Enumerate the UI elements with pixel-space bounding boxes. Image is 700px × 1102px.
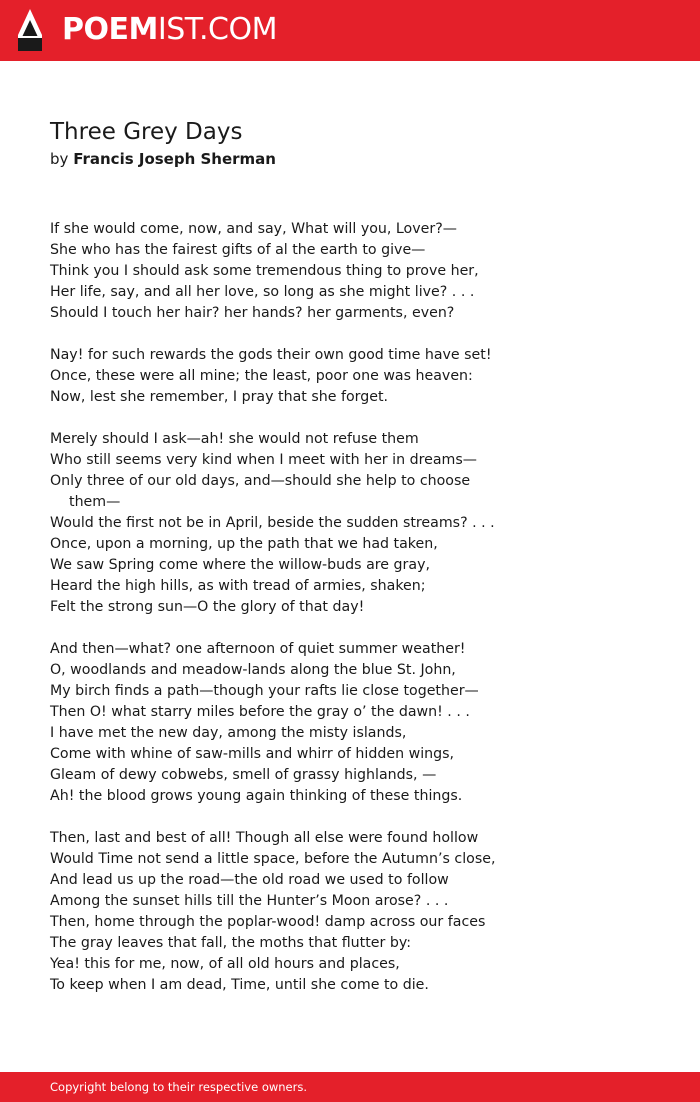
stanza-break [50,324,670,345]
poem-line: Once, upon a morning, up the path that we had taken, [50,536,438,552]
poem-line: To keep when I am dead, Time, until she come to die. [50,977,429,993]
poem-line: Would the first not be in April, beside the sudden streams? . . . [50,515,495,531]
poem-line: My birch finds a path—though your rafts lie close together— [50,683,479,699]
poem-line: Ah! the blood grows young again thinking of these things. [50,788,463,804]
poem-line: I have met the new day, among the misty islands, [50,725,407,741]
poem-line: Then O! what starry miles before the gray o’ the dawn! . . . [50,704,470,720]
stanza-break [50,618,670,639]
logo-rest-part: IST.COM [157,12,277,47]
poem-line: Think you I should ask some tremendous thing to prove her, [50,263,479,279]
poem-line: Once, these were all mine; the least, poor one was heaven: [50,368,473,384]
poem-line: Yea! this for me, now, of all old hours and places, [50,956,400,972]
site-footer [0,1072,700,1102]
stanza-break [50,807,670,828]
poem-line: Who still seems very kind when I meet with her in dreams— [50,452,477,468]
site-header [0,0,700,61]
poem-line: She who has the fairest gifts of al the earth to give— [50,242,426,258]
poem-line: Should I touch her hair? her hands? her garments, even? [50,305,455,321]
poem-line: Felt the strong sun—O the glory of that day! [50,599,365,615]
poem-line: Nay! for such rewards the gods their own good time have set! [50,347,492,363]
copyright-text: Copyright belong to their respective owners. [50,1080,308,1094]
poem-line: If she would come, now, and say, What will you, Lover?— [50,221,457,237]
author-name: Francis Joseph Sherman [73,150,276,168]
poem-line: them— [69,494,121,510]
poem-line: Now, lest she remember, I pray that she forget. [50,389,389,405]
poem-line: The gray leaves that fall, the moths that flutter by: [50,935,411,951]
poem-line: Come with whine of saw-mills and whirr of hidden wings, [50,746,455,762]
poem-line: We saw Spring come where the willow-buds are gray, [50,557,430,573]
poem-line: Heard the high hills, as with tread of armies, shaken; [50,578,426,594]
poem-line: And lead us up the road—the old road we used to follow [50,872,449,888]
byline [50,149,276,169]
logo-bold-part: POEM [62,12,158,47]
poem-line: Among the sunset hills till the Hunter’s Moon arose? . . . [50,893,449,909]
stanza-break [50,408,670,429]
poem-line: Gleam of dewy cobwebs, smell of grassy highlands, — [50,767,437,783]
poem-title: Three Grey Days [50,119,243,145]
poem-body [50,219,670,996]
poem-line: Merely should I ask—ah! she would not refuse them [50,431,419,447]
poem-line: Her life, say, and all her love, so long as she might live? . . . [50,284,475,300]
poem-line: And then—what? one afternoon of quiet summer weather! [50,641,466,657]
poem-line: Then, last and best of all! Though all else were found hollow [50,830,479,846]
poem-line: O, woodlands and meadow-lands along the blue St. John, [50,662,456,678]
site-logo[interactable] [62,11,277,49]
poem-line: Then, home through the poplar-wood! damp across our faces [50,914,486,930]
poem-line: Would Time not send a little space, before the Autumn’s close, [50,851,496,867]
by-prefix: by [50,150,69,168]
pencil-icon[interactable] [17,9,43,51]
poem-line: Only three of our old days, and—should she help to choose [50,473,471,489]
